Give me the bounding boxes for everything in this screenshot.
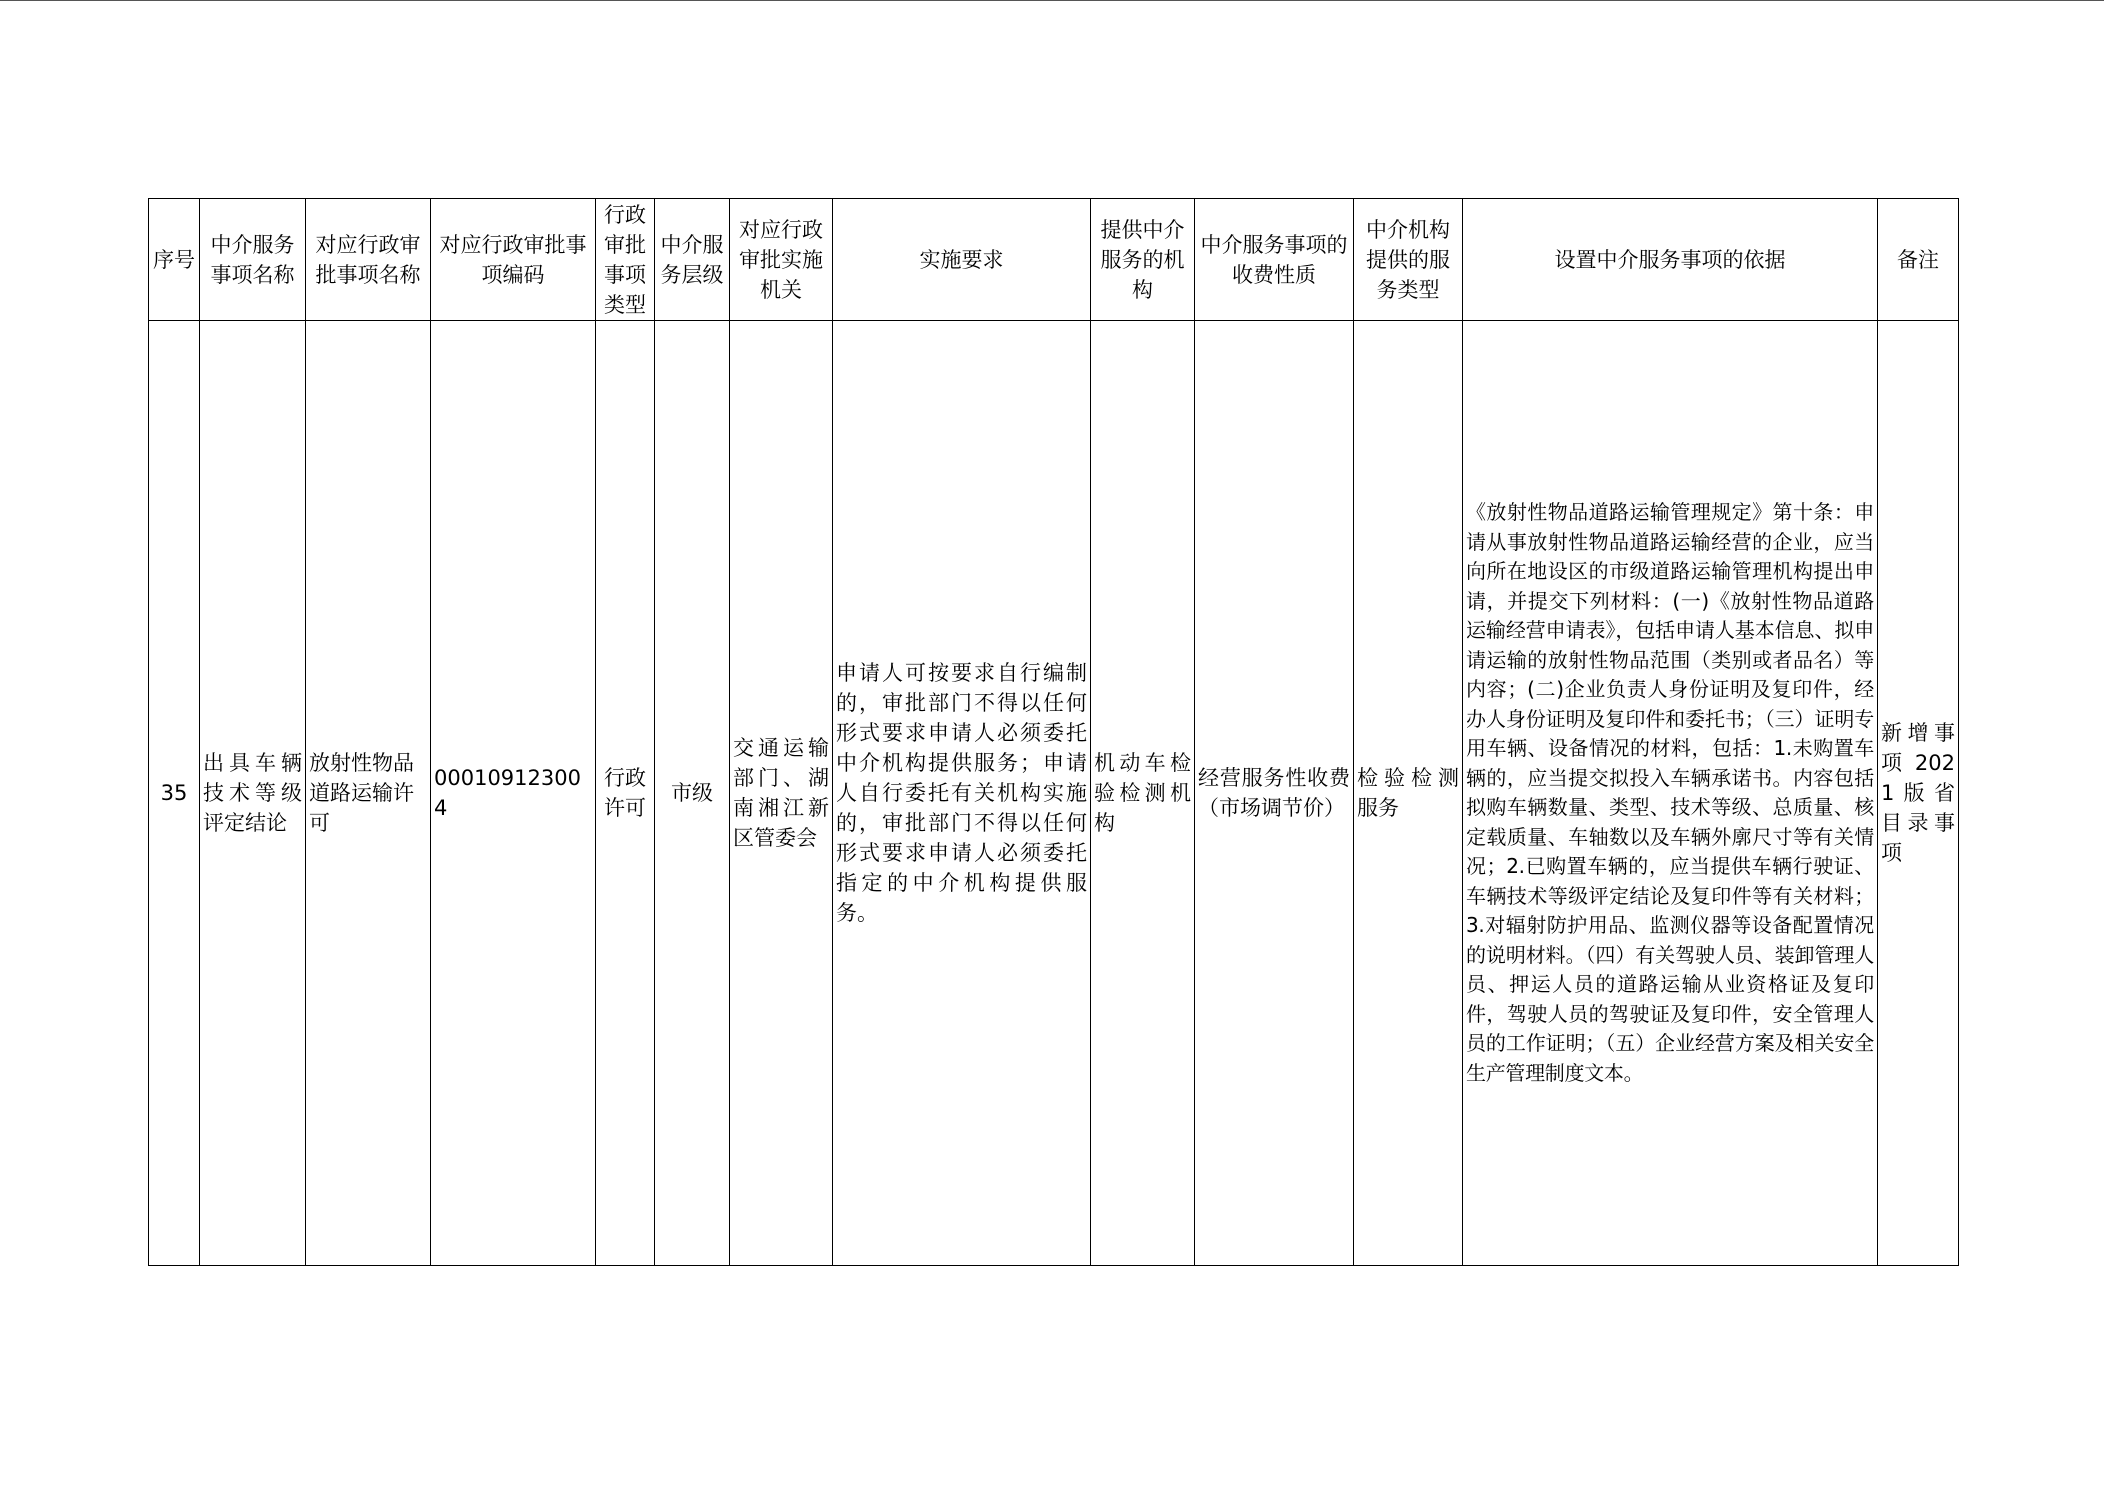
page-top-border: [0, 0, 2104, 1]
cell-fee-nature: 经营服务性收费（市场调节价）: [1195, 321, 1354, 1266]
header-basis: 设置中介服务事项的依据: [1463, 199, 1878, 321]
header-fee-nature: 中介服务事项的收费性质: [1195, 199, 1354, 321]
header-service-type: 中介机构提供的服务类型: [1354, 199, 1463, 321]
table-row: [149, 321, 1959, 1266]
cell-approval-name: 放射性物品道路运输许可: [306, 321, 431, 1266]
table-body: [149, 321, 1959, 1266]
header-approval-name: 对应行政审批事项名称: [306, 199, 431, 321]
intermediary-service-table: [148, 198, 1959, 1266]
cell-requirements: 申请人可按要求自行编制的，审批部门不得以任何形式要求申请人必须委托中介机构提供服务；申请人自行委托有关机构实施的，审批部门不得以任何形式要求申请人必须委托指定的中介机构提供服务。: [833, 321, 1091, 1266]
cell-approval-type: 行政许可: [596, 321, 655, 1266]
table-header: [149, 199, 1959, 321]
header-requirements: 实施要求: [833, 199, 1091, 321]
cell-provider: 机动车检验检测机构: [1091, 321, 1195, 1266]
header-authority: 对应行政审批实施机关: [730, 199, 833, 321]
cell-approval-code: 000109123004: [431, 321, 596, 1266]
header-approval-code: 对应行政审批事项编码: [431, 199, 596, 321]
header-row: [149, 199, 1959, 321]
cell-service-type: 检验检测服务: [1354, 321, 1463, 1266]
header-provider: 提供中介服务的机构: [1091, 199, 1195, 321]
cell-basis: 《放射性物品道路运输管理规定》第十条：申请从事放射性物品道路运输经营的企业，应当向所在地设区的市级道路运输管理机构提出申请，并提交下列材料：(一)《放射性物品道路运输经营申请表》，包括申请人基本信息、拟申请运输的放射性物品范围（类别或者品名）等内容；(二)企业负责人身份证明及复印件，经办人身份证明及复印件和委托书；（三）证明专用车辆、设备情况的材料，包括：1.未购置车辆的，应当提交拟投入车辆承诺书。内容包括拟购车辆数量、类型、技术等级、总质量、核定载质量、车轴数以及车辆外廓尺寸等有关情况；2.已购置车辆的，应当提供车辆行驶证、车辆技术等级评定结论及复印件等有关材料；3.对辐射防护用品、监测仪器等设备配置情况的说明材料。（四）有关驾驶人员、装卸管理人员、押运人员的道路运输从业资格证及复印件，驾驶人员的驾驶证及复印件，安全管理人员的工作证明；（五）企业经营方案及相关安全生产管理制度文本。: [1463, 321, 1878, 1266]
header-approval-type: 行政审批事项类型: [596, 199, 655, 321]
header-service-name: 中介服务事项名称: [200, 199, 306, 321]
cell-seq: 35: [149, 321, 200, 1266]
cell-remark: 新增事项2021版省目录事项: [1878, 321, 1959, 1266]
header-service-level: 中介服务层级: [655, 199, 730, 321]
cell-authority: 交通运输部门、湖南湘江新区管委会: [730, 321, 833, 1266]
cell-service-name: 出具车辆技术等级评定结论: [200, 321, 306, 1266]
cell-service-level: 市级: [655, 321, 730, 1266]
header-seq: 序号: [149, 199, 200, 321]
header-remark: 备注: [1878, 199, 1959, 321]
